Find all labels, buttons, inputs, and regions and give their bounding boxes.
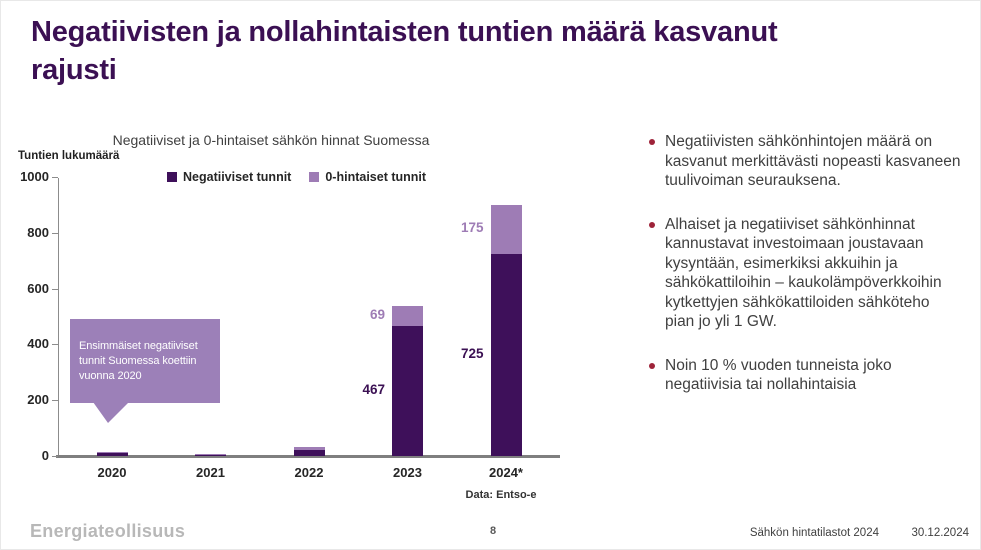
y-tick-label: 0 [41, 448, 49, 463]
y-tick-label: 600 [27, 280, 49, 296]
bar-value-label: 725 [460, 345, 484, 361]
chart-legend [167, 170, 426, 184]
y-axis-title: Tuntien lukumäärä [18, 150, 120, 162]
legend-label: Negatiiviset tunnit [183, 170, 292, 184]
chart [1, 1, 621, 550]
bullet-marker-icon [649, 363, 655, 369]
bar-value-label: 69 [369, 307, 385, 323]
bullet-item [649, 215, 961, 332]
bullet-item [649, 132, 961, 191]
annotation-callout: Ensimmäiset negatiiviset tunnit Suomessa koettiin vuonna 2020 [70, 319, 220, 403]
bullet-text: Alhaiset ja negatiiviset sähkönhinnat kannustavat investoimaan joustavaan kysyntään, esimerkiksi akkuihin ja sähkökattiloihin – kaukolämpöverkkoihin kytkettyjen sähkökattiloiden sähköteho pian jo yli 1 GW. [665, 215, 942, 330]
bar-segment [491, 254, 522, 456]
y-tick-mark [52, 233, 58, 234]
chart-title: Negatiiviset ja 0-hintaiset sähkön hinnat Suomessa [112, 132, 430, 148]
bar-segment [97, 452, 128, 453]
bar-segment [294, 447, 325, 450]
legend-swatch-icon [167, 172, 177, 182]
bar-segment [294, 450, 325, 456]
y-tick-mark [52, 400, 58, 401]
legend-swatch-icon [309, 172, 319, 182]
legend-item [167, 170, 291, 184]
footer-date: 30.12.2024 [911, 527, 969, 539]
bar-value-label: 467 [362, 381, 385, 397]
company-logo: Energiateollisuus [30, 521, 186, 541]
y-tick-label: 200 [27, 392, 49, 408]
y-axis-line [58, 178, 59, 457]
bar-value-label: 175 [460, 220, 484, 236]
x-axis-label: 2023 [393, 465, 422, 480]
y-tick-label: 1000 [20, 169, 49, 184]
legend-item [309, 170, 426, 184]
bar-segment [392, 326, 423, 456]
bullet-marker-icon [649, 139, 655, 145]
bullet-item [649, 356, 961, 395]
bullet-marker-icon [649, 222, 655, 228]
bar-segment [491, 205, 522, 254]
annotation-callout-tail [93, 402, 129, 423]
bar-segment [392, 306, 423, 325]
bullet-text: Negatiivisten sähkönhintojen määrä on kasvanut merkittävästi nopeasti kasvaneen tuulivoiman seurauksena. [665, 133, 961, 189]
footer-document-title: Sähkön hintatilastot 2024 [749, 527, 879, 539]
y-tick-mark [52, 456, 58, 457]
y-tick-label: 800 [27, 224, 49, 240]
slide-title: Negatiivisten ja nollahintaisten tuntien määrä kasvanut rajusti [31, 16, 778, 86]
y-tick-mark [52, 177, 58, 178]
y-tick-mark [52, 344, 58, 345]
page-number: 8 [489, 525, 497, 537]
x-axis-label: 2022 [294, 465, 324, 480]
bar-segment [97, 453, 128, 456]
x-axis-label: 2024* [489, 465, 523, 480]
x-axis-label: 2020 [97, 465, 127, 480]
legend-label: 0-hintaiset tunnit [325, 170, 427, 184]
bullet-text: Noin 10 % vuoden tunneista joko negatiivisia tai nollahintaisia [665, 356, 892, 393]
bullet-list [649, 132, 961, 419]
data-source-note: Data: Entso-e [465, 489, 537, 501]
y-tick-mark [52, 289, 58, 290]
bar-segment [195, 454, 226, 455]
y-tick-label: 400 [27, 336, 49, 352]
bar-segment [195, 455, 226, 456]
x-axis-label: 2021 [196, 465, 225, 480]
